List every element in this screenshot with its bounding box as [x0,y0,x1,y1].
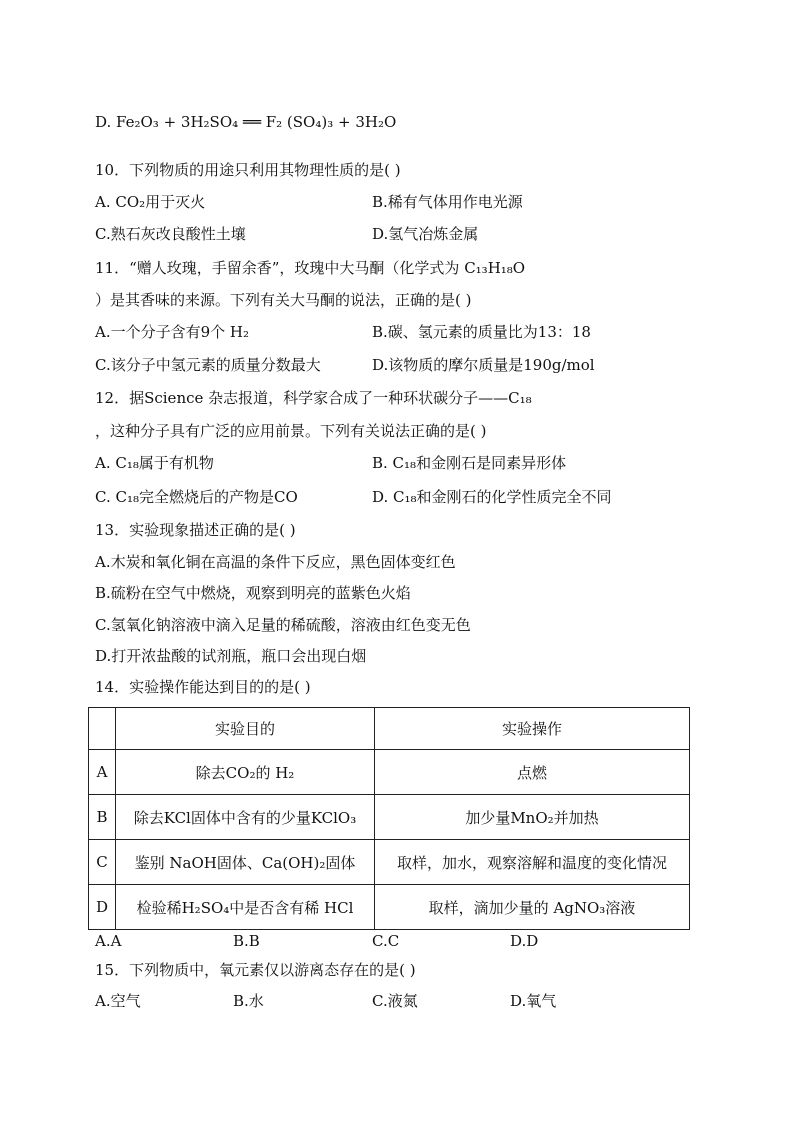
question-12-stem-line-1: 12．据Science 杂志报道，科学家合成了一种环状碳分子——C₁₈ [95,389,532,407]
question-10-stem: 10．下列物质的用途只利用其物理性质的是( ) [95,161,401,179]
table-row [89,840,690,885]
table-cell-purpose: 检验稀H₂SO₄中是否含有稀 HCl [116,885,375,930]
question-15-option-a: A.空气 [95,992,141,1010]
question-15-option-d: D.氧气 [510,992,557,1010]
question-14-option-d: D.D [510,932,539,950]
question-13-option-b: B.硫粉在空气中燃烧，观察到明亮的蓝紫色火焰 [95,584,411,602]
question-11-option-c: C.该分子中氢元素的质量分数最大 [95,356,321,374]
table-cell-key: B [89,795,116,840]
table-cell-operation: 取样，加水，观察溶解和温度的变化情况 [375,840,690,885]
equation-option-d: D. Fe₂O₃ + 3H₂SO₄ ══ F₂ (SO₄)₃ + 3H₂O [95,113,397,131]
question-13-option-a: A.木炭和氧化铜在高温的条件下反应，黑色固体变红色 [95,553,456,571]
table-header-cell: 实验目的 [116,708,375,750]
question-10-option-d: D.氢气冶炼金属 [372,225,479,243]
table-header-row [89,708,690,750]
table-row [89,795,690,840]
question-14-option-a: A.A [95,932,122,950]
table-cell-purpose: 除去KCl固体中含有的少量KClO₃ [116,795,375,840]
table-cell-key: D [89,885,116,930]
question-13-stem: 13．实验现象描述正确的是( ) [95,521,296,539]
table-cell-purpose: 鉴别 NaOH固体、Ca(OH)₂固体 [116,840,375,885]
question-10-option-a: A. CO₂用于灭火 [95,193,206,211]
experiment-table [88,707,690,930]
question-15-option-c: C.液氮 [372,992,418,1010]
question-13-option-d: D.打开浓盐酸的试剂瓶，瓶口会出现白烟 [95,647,367,665]
table-cell-key: C [89,840,116,885]
question-14-option-b: B.B [233,932,260,950]
question-14-stem: 14．实验操作能达到目的的是( ) [95,678,311,696]
table-header-cell [89,708,116,750]
question-12-option-d: D. C₁₈和金刚石的化学性质完全不同 [372,488,612,506]
question-12-option-c: C. C₁₈完全燃烧后的产物是CO [95,488,298,506]
question-13-option-c: C.氢氧化钠溶液中滴入足量的稀硫酸，溶液由红色变无色 [95,616,471,634]
table-cell-operation: 加少量MnO₂并加热 [375,795,690,840]
question-12-stem-line-2: ，这种分子具有广泛的应用前景。下列有关说法正确的是( ) [95,422,487,440]
question-10-option-b: B.稀有气体用作电光源 [372,193,523,211]
question-11-option-d: D.该物质的摩尔质量是190g/mol [372,356,595,374]
table-header-cell: 实验操作 [375,708,690,750]
question-15-option-b: B.水 [233,992,264,1010]
question-12-option-b: B. C₁₈和金刚石是同素异形体 [372,454,567,472]
table-cell-purpose: 除去CO₂的 H₂ [116,750,375,795]
question-10-option-c: C.熟石灰改良酸性土壤 [95,225,246,243]
question-11-stem-line-1: 11．“赠人玫瑰，手留余香”，玫瑰中大马酮（化学式为 C₁₃H₁₈O [95,259,526,277]
question-11-stem-line-2: ）是其香味的来源。下列有关大马酮的说法，正确的是( ) [95,291,472,309]
question-11-option-b: B.碳、氢元素的质量比为13：18 [372,323,591,341]
table-cell-operation: 点燃 [375,750,690,795]
table-row [89,885,690,930]
table-row [89,750,690,795]
question-11-option-a: A.一个分子含有9个 H₂ [95,323,250,341]
question-12-option-a: A. C₁₈属于有机物 [95,454,214,472]
table-cell-operation: 取样，滴加少量的 AgNO₃溶液 [375,885,690,930]
table-cell-key: A [89,750,116,795]
question-14-option-c: C.C [372,932,400,950]
question-15-stem: 15．下列物质中，氧元素仅以游离态存在的是( ) [95,961,416,979]
